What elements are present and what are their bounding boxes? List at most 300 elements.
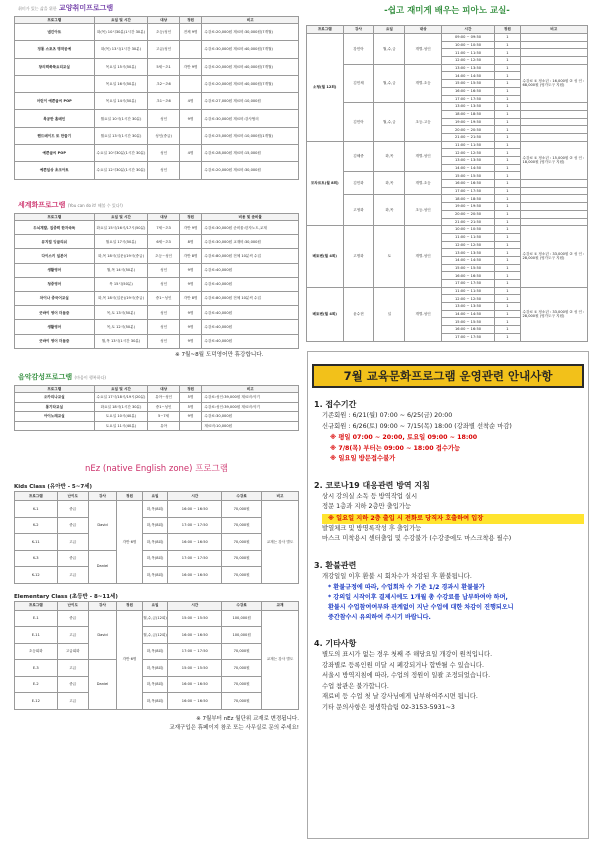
table-cell: 수강료:성인:39,000원 재료비:악기 — [202, 402, 299, 412]
header-cell: 시간 — [168, 601, 222, 610]
time-cell: 20:00 ~ 20:50 — [441, 210, 494, 218]
table-cell: 17:00 ~ 17:50 — [168, 550, 222, 567]
teacher-cell: 김민채 — [343, 64, 374, 102]
days-cell: 토 — [374, 226, 405, 288]
table-cell: 중급 — [57, 517, 88, 534]
table-cell: 고급회화 — [57, 643, 88, 660]
capacity-cell: 1 — [495, 87, 520, 95]
table-cell: 냅킨아트 — [15, 24, 95, 41]
notice-s4: 4. 기타사항 — [314, 639, 357, 648]
table-cell: 70,000원 — [222, 534, 262, 551]
table-row — [15, 306, 299, 320]
table-row — [307, 64, 588, 72]
capacity-cell: 1 — [495, 95, 520, 103]
header-cell: 교재 — [262, 601, 299, 610]
notice-item: 정문 1층과 지하 2층만 출입가능 — [322, 503, 412, 510]
table-cell: 9명 — [179, 412, 202, 422]
notice-item: 별도의 표시가 없는 경우 첫째 주 해당요일 개강이 원칙입니다. — [322, 651, 493, 658]
table-cell: 각반 8명 — [179, 291, 202, 305]
header-cell: 프로그램 — [15, 214, 95, 221]
program-cell: 베토벤(월 4회) — [307, 226, 344, 288]
notice-item: 마스크 미착용시 센터출입 및 수강불가 (수강중에도 마스크착용 필수) — [322, 535, 512, 542]
table-row — [15, 24, 299, 41]
time-cell: 13:00 ~ 13:50 — [441, 157, 494, 165]
header-cell: 대상 — [148, 17, 179, 24]
notice-item: 강좌별로 등록인원 미달 시 폐강되거나 합반될 수 있습니다. — [322, 661, 484, 669]
empty-remark-cell — [520, 180, 588, 188]
days-cell: 화,목 — [374, 172, 405, 195]
table-row — [15, 58, 299, 75]
capacity-cell: 1 — [495, 233, 520, 241]
notice-refund-rule: * 강의일 시작이후 결제시에도 1개월 총 수강료를 납부하여야 하며, — [328, 594, 508, 601]
table-cell: 고급 — [57, 534, 88, 551]
days-cell: 월,수,금 — [374, 103, 405, 141]
table-cell: 성인 — [148, 320, 179, 334]
time-cell: 10:00 ~ 10:50 — [441, 226, 494, 234]
teacher-cell: Daniel — [88, 660, 116, 710]
table-cell: E-11 — [15, 627, 58, 644]
teacher-cell: David — [88, 501, 116, 551]
target-cell: 초등-성인 — [405, 195, 442, 226]
remark-cell: 수강료 ① 정소년 : 16,000원 ② 성 인 : 68,000원 (영가도구 지원) — [520, 64, 588, 102]
hobby-table — [14, 16, 299, 180]
table-cell: 수강료:40,000원 — [202, 320, 299, 334]
table-cell: 성인 — [148, 306, 179, 320]
empty-remark-cell — [520, 218, 588, 226]
table-cell: 화,목(8회) — [142, 643, 168, 660]
remark-cell: 교재는 강사 별도 — [262, 610, 299, 709]
capacity-cell: 1 — [495, 333, 520, 341]
table-cell: 수강료:20,000원 재료비:30,000원 — [202, 162, 299, 179]
table-cell: E-2 — [15, 676, 58, 693]
hobby-section — [14, 4, 299, 181]
table-cell: 차이나 중국어교실 — [15, 291, 95, 305]
table-cell: 화,목(8회) — [142, 517, 168, 534]
table-cell: 70,000원 — [222, 501, 262, 518]
table-cell — [179, 162, 202, 179]
table-cell: K-12 — [15, 567, 58, 584]
table-cell: 수강료:28,000원 재료비:15,000원 — [202, 145, 299, 162]
table-cell: 17:00 ~ 17:50 — [168, 517, 222, 534]
world-subtitle: (You can do it! 해볼 수 있다!) — [67, 203, 123, 208]
teacher-cell: Daniel — [88, 550, 116, 583]
table-cell: 생활영어 — [15, 320, 95, 334]
table-cell: 초1~초6 — [148, 93, 179, 110]
empty-remark-cell — [520, 133, 588, 141]
header-cell: 요일 및 시간 — [94, 214, 148, 221]
table-cell: 수강료:20,000원 재료비:40,000원(7개월) — [202, 75, 299, 92]
time-cell: 20:00 ~ 20:50 — [441, 126, 494, 134]
table-cell: 중1~성인 — [148, 402, 179, 412]
table-row — [15, 75, 299, 92]
table-cell: 성인 — [148, 145, 179, 162]
table-row — [15, 221, 299, 235]
header-cell: 비고 — [520, 26, 588, 34]
empty-remark-cell — [520, 103, 588, 111]
table-cell: 15:00 ~ 15:50 — [168, 610, 222, 627]
table-row — [307, 287, 588, 295]
table-cell: K-2 — [15, 517, 58, 534]
table-row — [15, 660, 299, 677]
capacity-cell: 1 — [495, 203, 520, 211]
capacity-cell: 1 — [495, 264, 520, 272]
days-cell: 일 — [374, 287, 405, 341]
program-cell: 모차르트(월 8회) — [307, 141, 344, 226]
table-cell: 화,목(8회) — [142, 676, 168, 693]
notice-item: 기타 문의사항은 평생학습팀 02-3153-5931~3 — [322, 703, 455, 711]
table-cell: 뮤지컬 잉글리쉬 — [15, 235, 95, 249]
table-cell: 화요일 18시(1시간 30분) — [94, 402, 148, 412]
table-cell: K-3 — [15, 550, 58, 567]
piano-section — [306, 5, 588, 345]
table-cell: 5~7세 — [148, 412, 179, 422]
table-cell: 15:00 ~ 15:50 — [168, 660, 222, 677]
table-cell: 100,000원 — [222, 610, 262, 627]
table-cell: 성인(중급) — [148, 127, 179, 144]
table-cell: 7세~초3 — [148, 221, 179, 235]
table-cell: 화요일 15시/16시/17시(50분) — [94, 221, 148, 235]
time-cell: 15:00 ~ 15:50 — [441, 80, 494, 88]
table-row — [15, 277, 299, 291]
table-cell: 재료비:10,000원 — [202, 421, 299, 431]
capacity-cell: 1 — [495, 164, 520, 172]
table-cell: 수강료:30,000원 교재비:30,000원 — [202, 235, 299, 249]
capacity-cell: 1 — [495, 49, 520, 57]
table-row — [15, 320, 299, 334]
nez-note-2: 교재구입은 휴페이지 참조 또는 사무실로 문의 주세요! — [169, 724, 299, 731]
notice-s2-warning: ※ 일요일 지하 2층 출입 시 전화로 당직자 호출하여 입장 — [322, 514, 584, 524]
table-cell: 수강료:25,000원 재료비:10,000원(1개월) — [202, 127, 299, 144]
table-cell: 수강료:20,000원 재료비:40,000원(7개월) — [202, 58, 299, 75]
table-cell: 16:00 ~ 16:50 — [168, 567, 222, 584]
table-row — [15, 93, 299, 110]
table-cell: 9명 — [179, 263, 202, 277]
table-row — [15, 610, 299, 627]
table-cell: 목요일 14시(50분) — [94, 93, 148, 110]
teacher-cell: 고영화 — [343, 195, 374, 226]
capacity-cell: 1 — [495, 80, 520, 88]
notice-item: 서울시 방역지침에 따라, 수업의 정원이 일괄 조정되었습니다. — [322, 672, 491, 679]
table-cell: 청중영어 — [15, 277, 95, 291]
table-cell — [179, 127, 202, 144]
table-cell: 화,목(8회) — [142, 660, 168, 677]
notice-item: 수업 참관은 불가합니다. — [322, 682, 389, 690]
notice-s2: 2. 코로나19 대응관련 방역 지침 — [314, 480, 430, 490]
capacity-cell: 1 — [495, 318, 520, 326]
table-cell: 성인 — [148, 110, 179, 127]
capacity-cell: 1 — [495, 326, 520, 334]
table-cell: 월,목 13시(1시간 30분) — [94, 334, 148, 348]
table-cell: 9명 — [179, 306, 202, 320]
table-cell: 수강료:40,000원 — [202, 334, 299, 348]
capacity-cell: 1 — [495, 64, 520, 72]
hobby-title: 교양취미프로그램 — [59, 4, 114, 12]
table-cell: 수요일 12시30분(1시간 30분) — [94, 162, 148, 179]
table-cell: 고급 — [57, 627, 88, 644]
header-cell: 강사 — [88, 601, 116, 610]
table-cell — [179, 421, 202, 431]
table-row — [15, 41, 299, 58]
empty-remark-cell — [520, 126, 588, 134]
empty-remark-cell — [520, 187, 588, 195]
table-row — [15, 550, 299, 567]
time-cell: 11:00 ~ 11:50 — [441, 233, 494, 241]
empty-remark-cell — [520, 57, 588, 65]
header-cell: 비고 — [202, 17, 299, 24]
table-cell: 초2~초6 — [148, 75, 179, 92]
time-cell: 16:00 ~ 16:50 — [441, 326, 494, 334]
capacity-cell: 1 — [495, 103, 520, 111]
table-cell: 중1~성인 — [148, 291, 179, 305]
table-cell: 수강료:30,000원 준비물:한자노트,교재 — [202, 221, 299, 235]
notice-refund-rule: 중간참수시 유의하여 주시기 바랍니다. — [328, 614, 431, 621]
header-cell: 시간 — [168, 492, 222, 501]
table-row — [15, 263, 299, 277]
table-row — [15, 162, 299, 179]
table-row — [15, 110, 299, 127]
table-cell: 16:00 ~ 16:50 — [168, 501, 222, 518]
table-cell: 수요일 17시/18시/19시(20분) — [94, 393, 148, 403]
target-cell: 초등-고등 — [405, 103, 442, 141]
notice-warning: ※ 평일 07:00 ~ 20:00, 토요일 09:00 ~ 18:00 — [330, 434, 478, 441]
table-cell: 예쁜글씨 POP — [15, 145, 95, 162]
table-cell: 생활영어 — [15, 263, 95, 277]
music-subtitle: (마음이 행복하다) — [74, 375, 106, 380]
table-row — [15, 676, 299, 693]
header-cell: 정원 — [117, 492, 143, 501]
empty-remark-cell — [520, 195, 588, 203]
header-cell: 요일 — [142, 601, 168, 610]
header-cell: 정원 — [495, 26, 520, 34]
capacity-cell: 1 — [495, 295, 520, 303]
header-cell: 요일 — [374, 26, 405, 34]
time-cell: 17:00 ~ 17:50 — [441, 95, 494, 103]
table-cell: 다이스키 일본어 — [15, 249, 95, 263]
capacity-cell: 1 — [495, 157, 520, 165]
table-row — [15, 235, 299, 249]
header-cell: 정원 — [179, 214, 202, 221]
table-cell: 70,000원 — [222, 550, 262, 567]
table-cell: 9명 — [179, 320, 202, 334]
capacity-cell: 1 — [495, 41, 520, 49]
capacity-cell: 1 — [495, 72, 520, 80]
empty-remark-cell — [520, 34, 588, 42]
table-cell: 중급 — [57, 610, 88, 627]
header-cell: 정원 — [117, 601, 143, 610]
elem-table — [14, 601, 299, 710]
table-cell: E-12 — [15, 693, 58, 710]
capacity-cell: 1 — [495, 110, 520, 118]
time-cell: 12:00 ~ 12:50 — [441, 57, 494, 65]
table-cell: 성인 — [148, 277, 179, 291]
capacity-cell: 1 — [495, 195, 520, 203]
table-cell: 16:00 ~ 16:50 — [168, 534, 222, 551]
notice-s3: 3. 환불관련 — [314, 560, 357, 570]
capacity-cell: 1 — [495, 310, 520, 318]
header-cell: 정원 — [179, 17, 202, 24]
table-cell: 70,000원 — [222, 693, 262, 710]
music-table — [14, 385, 299, 431]
time-cell: 16:00 ~ 16:50 — [441, 87, 494, 95]
table-cell: 화,목(8회) — [142, 534, 168, 551]
header-cell: 강사 — [88, 492, 116, 501]
table-cell: 각반 9명 — [179, 221, 202, 235]
table-cell: E-3 — [15, 660, 58, 677]
capacity-cell: 1 — [495, 187, 520, 195]
kids-table — [14, 491, 299, 584]
nez-note-1: ※ 7월부터 nEz 월단위 교재로 변경됩니다. — [196, 715, 299, 722]
table-cell: 화,목(8회) — [142, 567, 168, 584]
table-cell: 화(목) 10시30분(1시간 30분) — [94, 24, 148, 41]
world-banner — [14, 201, 299, 210]
teacher-cell: 김민화 — [343, 172, 374, 195]
nez-section — [14, 442, 299, 844]
capacity-cell: 1 — [495, 226, 520, 234]
table-cell: 전체 9명 — [179, 24, 202, 41]
world-note: ※ 7월~8월 도덕영어만 휴강합니다. — [175, 352, 264, 358]
time-cell: 12:00 ~ 12:50 — [441, 295, 494, 303]
time-cell: 15:00 ~ 15:50 — [441, 318, 494, 326]
table-cell: 각반 9명 — [179, 58, 202, 75]
table-cell: 70,000원 — [222, 567, 262, 584]
table-cell: E-1 — [15, 610, 58, 627]
table-cell: 화,목 18시(입문)/19시(중급) — [94, 291, 148, 305]
target-cell: 개별-초등 — [405, 172, 442, 195]
notice-item: 신규회원 : 6/26(토) 09:00 ~ 7/15(목) 18:00 (강좌별 선착순 마감) — [322, 422, 512, 430]
table-cell — [179, 75, 202, 92]
notice-item: 상시 강의실 소독 등 방역작업 실시 — [322, 492, 418, 500]
target-cell: 개별-성인 — [405, 34, 442, 65]
table-cell: 성인 — [148, 263, 179, 277]
capacity-cell: 1 — [495, 287, 520, 295]
time-cell: 14:00 ~ 14:50 — [441, 256, 494, 264]
notice-item: 기존회원 : 6/21(월) 07:00 ~ 6/25(금) 20:00 — [322, 412, 453, 419]
table-cell: 화,목(8회) — [142, 550, 168, 567]
table-cell: 70,000원 — [222, 643, 262, 660]
header-cell: 대상 — [405, 26, 442, 34]
table-cell: 통기타교실 — [15, 402, 95, 412]
notice-title: 7월 교육문화프로그램 운영관련 안내사항 — [312, 364, 584, 388]
table-cell: 아이노래교실 — [15, 412, 95, 422]
table-cell: 목 15시(50분) — [94, 277, 148, 291]
capacity-cell: 1 — [495, 57, 520, 65]
capacity-cell: 1 — [495, 34, 520, 42]
table-row — [307, 141, 588, 149]
header-cell: 요일 — [142, 492, 168, 501]
table-row — [15, 501, 299, 518]
teacher-cell: 고명화 — [343, 226, 374, 288]
table-cell: 16:00 ~ 16:50 — [168, 693, 222, 710]
table-cell: 각반 8명 — [179, 249, 202, 263]
table-cell: 초등/성인 — [148, 24, 179, 41]
table-cell: 4명 — [179, 145, 202, 162]
table-cell: 굿바이 영어 더듬증 — [15, 306, 95, 320]
table-cell: 수강료:20,000원 재료비:30,000원(7개월) — [202, 24, 299, 41]
table-cell: 5세~초1 — [148, 58, 179, 75]
table-row — [15, 291, 299, 305]
header-cell: 프로그램 — [15, 386, 95, 393]
header-cell: 비고 — [262, 492, 299, 501]
table-cell: 수강료:40,000원 — [202, 263, 299, 277]
time-cell: 18:00 ~ 18:50 — [441, 110, 494, 118]
table-cell: 목요일 15시(50분) — [94, 58, 148, 75]
capacity-cell: 1 — [495, 141, 520, 149]
empty-remark-cell — [520, 118, 588, 126]
time-cell: 19:00 ~ 19:50 — [441, 118, 494, 126]
table-cell: 성인 — [148, 334, 179, 348]
time-cell: 21:00 ~ 21:50 — [441, 133, 494, 141]
nez-title: nEz (native English zone) 프로그램 — [84, 464, 229, 474]
table-cell: 월,목 14시(50분) — [94, 263, 148, 277]
header-cell: 대상 — [148, 386, 179, 393]
table-row — [15, 393, 299, 403]
header-cell: 수강료 — [222, 492, 262, 501]
table-cell: 고급 — [57, 567, 88, 584]
days-cell: 월,수,금 — [374, 34, 405, 65]
table-cell: 성인 — [148, 162, 179, 179]
header-cell: 대상 — [148, 214, 179, 221]
capacity-cell: 각반 6명 — [117, 501, 143, 584]
table-row — [307, 34, 588, 42]
table-cell: 화,목(8회) — [142, 693, 168, 710]
table-cell: 화,목 18시(입문)/19시(중급) — [94, 249, 148, 263]
capacity-cell: 1 — [495, 126, 520, 134]
table-row — [15, 517, 299, 534]
header-cell: 난이도 — [57, 601, 88, 610]
world-table — [14, 213, 299, 349]
music-section — [14, 373, 299, 435]
world-section — [14, 201, 299, 357]
table-cell: 중급 — [57, 501, 88, 518]
empty-remark-cell — [520, 41, 588, 49]
table-cell: 두뇌계발, 집중력 한자속독 — [15, 221, 95, 235]
table-cell: 16:00 ~ 16:50 — [168, 627, 222, 644]
table-cell: 월요일 13시(1시간 30분) — [94, 127, 148, 144]
table-cell: 목,토 13시(50분) — [94, 306, 148, 320]
header-cell: 요일 및 시간 — [94, 17, 148, 24]
teacher-cell: 김민아 — [343, 103, 374, 141]
time-cell: 14:00 ~ 14:50 — [441, 164, 494, 172]
hobby-subtitle: 취미가 있는 삶을 위한 — [18, 6, 57, 11]
notice-warning: ※ 7/8(목) 부터는 09:00 ~ 18:00 접수가능 — [330, 444, 461, 452]
capacity-cell: 1 — [495, 210, 520, 218]
table-cell: 5명 — [179, 402, 202, 412]
header-cell: 비고 — [202, 386, 299, 393]
table-cell: 어린이 예쁜글씨 POP — [15, 93, 95, 110]
time-cell: 09:00 ~ 09:50 — [441, 34, 494, 42]
capacity-cell: 1 — [495, 118, 520, 126]
teacher-cell: 강민아 — [343, 34, 374, 65]
table-row — [15, 421, 299, 431]
table-row — [307, 226, 588, 234]
table-cell: 4명 — [179, 93, 202, 110]
time-cell: 18:00 ~ 18:50 — [441, 195, 494, 203]
capacity-cell: 1 — [495, 249, 520, 257]
table-cell: 9명 — [179, 334, 202, 348]
music-title: 음악감성프로그램 — [18, 373, 73, 381]
header-cell: 수강료 — [222, 601, 262, 610]
time-cell: 12:00 ~ 12:50 — [441, 149, 494, 157]
remark-cell: 수강료 ① 정소년 : 15,000원 ② 성 인 : 18,000원 (영가도구 지원) — [520, 141, 588, 179]
table-cell: 수강료:30,000원 재료비:40,000원(7개월) — [202, 41, 299, 58]
notice-item: 발열체크 및 방명록작성 후 출입가능 — [322, 524, 422, 532]
table-cell: 월,수,금(12회) — [142, 627, 168, 644]
table-cell: 수강료:80,000원 전체 10분씩 수업 — [202, 249, 299, 263]
table-row — [307, 103, 588, 111]
table-cell: 토요일 10시(40분) — [94, 412, 148, 422]
empty-remark-cell — [520, 203, 588, 211]
notice-refund-rule: 환불시 수업참여여부와 관계없이 지난 수업에 대한 차감이 진행되오니 — [328, 604, 514, 611]
